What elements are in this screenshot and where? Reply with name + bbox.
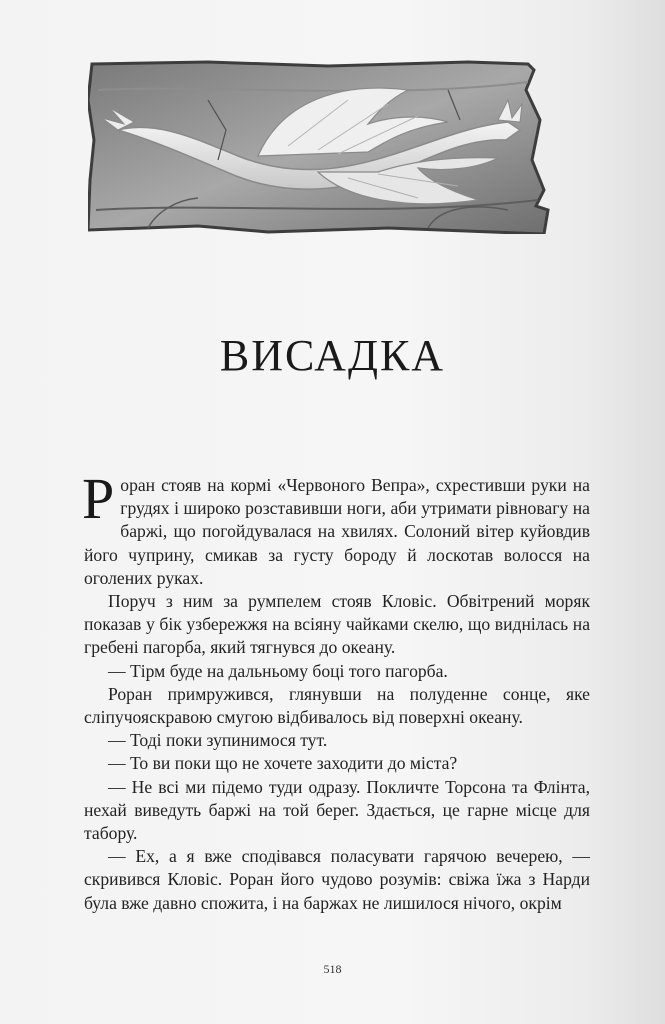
paragraph-8: — Ех, а я вже сподівався поласувати гарячою вечерею, — скривився Кловіс. Роран його чудово розумів: свіжа їжа з Нарди була вже давно спожита, і на баржах не лишилося нічого, окрім — [84, 846, 590, 913]
paragraph-6: — То ви поки що не хочете заходити до міста? — [108, 753, 458, 774]
chapter-title: ВИСАДКА — [219, 331, 446, 380]
paragraph-2: Поруч з ним за румпелем стояв Кловіс. Обвітрений моряк показав у бік узбережжя на всіяну чайками скелю, що виднілась на гребені пагорба, який тягнувся до океану. — [84, 591, 590, 658]
page-number: 518 — [323, 962, 342, 976]
paragraph-5: — Тоді поки зупинимося тут. — [108, 730, 328, 751]
paragraph-4: Роран примружився, глянувши на полуденне сонце, яке сліпучояскравою смугою відбивалось від поверхні океану. — [84, 683, 590, 728]
paragraph-7: — Не всі ми підемо туди одразу. Покличте Торсона та Флінта, нехай виведуть баржі на той берег. Здається, це гарне місце для табору. — [84, 776, 590, 844]
paragraph-3: — Тірм буде на дальньому боці того пагорба. — [108, 660, 448, 681]
dragon-relief-illustration — [88, 60, 550, 234]
chapter-text — [82, 466, 590, 915]
paragraph-1 — [82, 466, 590, 590]
paragraph-1-text: оран стояв на кормі «Червоного Вепра», схрестивши руки на грудях і широко розставивши ноги, аби утримати рівновагу на баржі, що погойдувалася на хвилях. Солоний вітер куйовдив його чуприну, смикав за густу бороду й лоскотав волосся на оголених руках. — [84, 475, 590, 588]
drop-cap: Р — [82, 466, 115, 531]
